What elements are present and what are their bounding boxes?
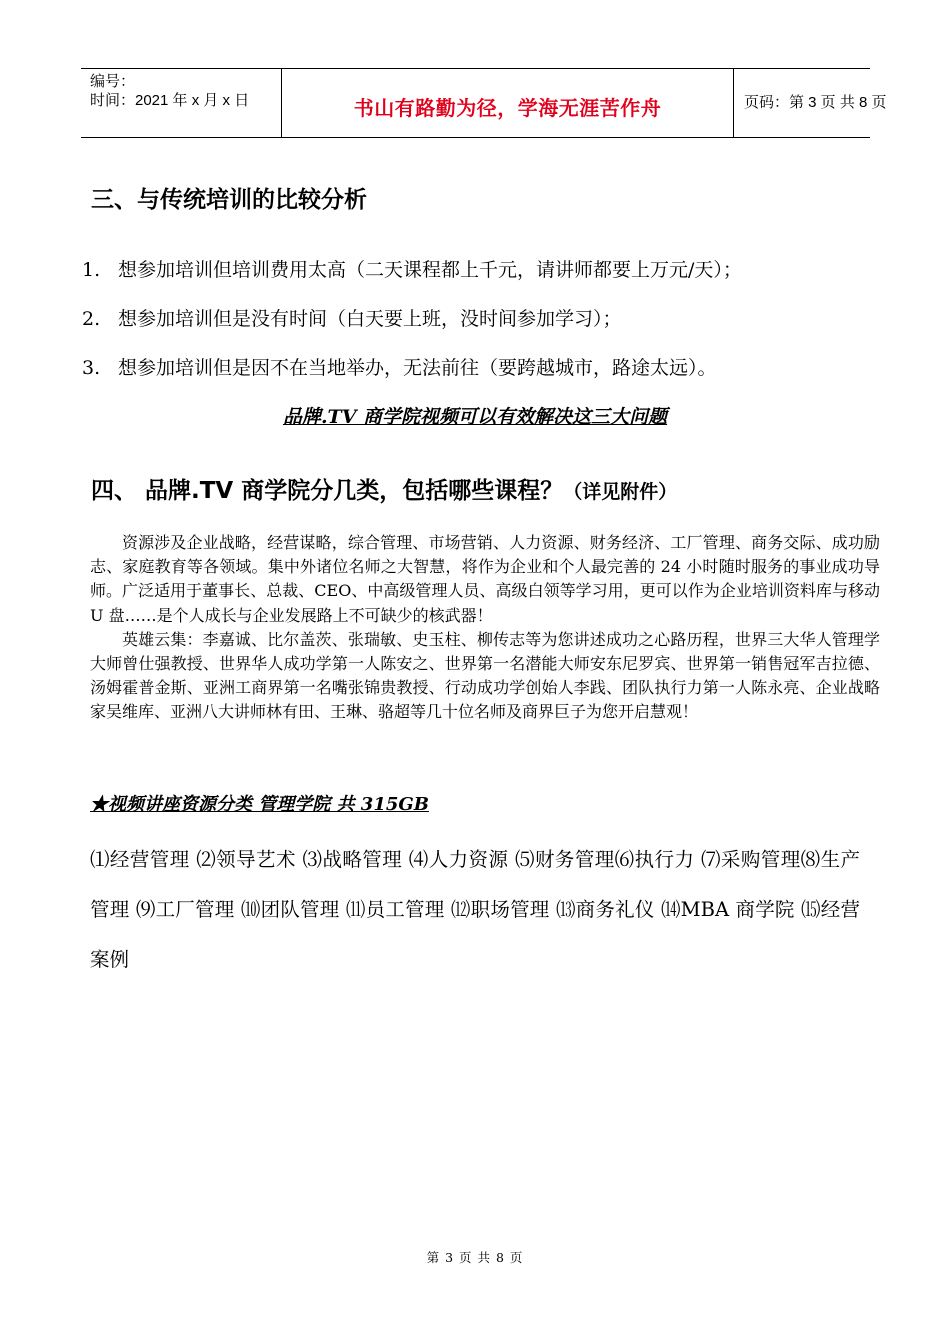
time-label: 时间：2021 年 x 月 x 日 <box>90 92 250 109</box>
page-info: 页码：第 3 页 共 8 页 <box>744 94 887 111</box>
motto-text: 书山有路勤为径，学海无涯苦作舟 <box>353 96 662 120</box>
paragraph-resources: 资源涉及企业战略，经营谋略，综合管理、市场营销、人力资源、财务经济、工厂管理、商务交际、成功励志、家庭教育等各领域。集中外诸位名师之大智慧，将作为企业和个人最完善的 24 小时随时服务的事业成功导师。广泛适用于董事长、总裁、CEO、中高级管理人员、高级白领等学习用，更可以作为企业培训资料库与移动 U 盘……是个人成长与企业发展路上不可缺少的核武器！ <box>90 533 880 625</box>
header-left-cell <box>81 69 281 137</box>
number-label: 编号： <box>90 73 136 90</box>
list-item <box>82 255 742 282</box>
paragraph-heroes: 英雄云集：李嘉诚、比尔盖茨、张瑞敏、史玉柱、柳传志等为您讲述成功之心路历程，世界三大华人管理学大师曾仕强教授、世界华人成功学第一人陈安之、世界第一名潜能大师安东尼罗宾、世界第一销售冠军吉拉德、汤姆霍普金斯、亚洲工商界第一名嘴张锦贵教授、行动成功学创始人李践、团队执行力第一人陈永亮、企业战略家吴维库、亚洲八大讲师林有田、王琳、骆超等几十位名师及商界巨子为您开启慧观！ <box>90 629 880 722</box>
header-right-cell <box>734 69 887 137</box>
list-item <box>82 353 717 380</box>
course-category-list: ⑴经营管理 ⑵领导艺术 ⑶战略管理 ⑷人力资源 ⑸财务管理⑹执行力 ⑺采购管理⑻生产管理 ⑼工厂管理 ⑽团队管理 ⑾员工管理 ⑿职场管理 ⒀商务礼仪 ⒁MBA 商学院 ⒂经营案例 <box>90 848 860 971</box>
list-item-number: 1. <box>82 259 101 281</box>
resource-category-line: ★视频讲座资源分类 管理学院 共 315GB <box>90 794 429 815</box>
section4-heading-note: （详见附件） <box>563 481 678 503</box>
list-item-text: 想参加培训但是没有时间（白天要上班，没时间参加学习）； <box>118 308 622 330</box>
list-item-text: 想参加培训但培训费用太高（二天课程都上千元，请讲师都要上万元/天）； <box>118 259 742 281</box>
page-footer: 第 3 页 共 8 页 <box>426 1250 524 1265</box>
list-item-number: 3. <box>82 357 101 379</box>
list-item-number: 2. <box>82 308 101 330</box>
intro-paragraph <box>90 531 880 725</box>
list-item <box>82 304 622 331</box>
conclusion-text: 品牌.TV 商学院视频可以有效解决这三大问题 <box>282 406 668 428</box>
list-item-text: 想参加培训但是因不在当地举办，无法前往（要跨越城市，路途太远）。 <box>118 357 717 379</box>
header-center-cell <box>281 69 734 137</box>
section4-heading-text: 四、 品牌.TV 商学院分几类，包括哪些课程？ <box>91 478 564 504</box>
section3-heading: 三、与传统培训的比较分析 <box>91 187 367 213</box>
section4-heading <box>91 472 677 505</box>
header-table <box>81 68 887 138</box>
